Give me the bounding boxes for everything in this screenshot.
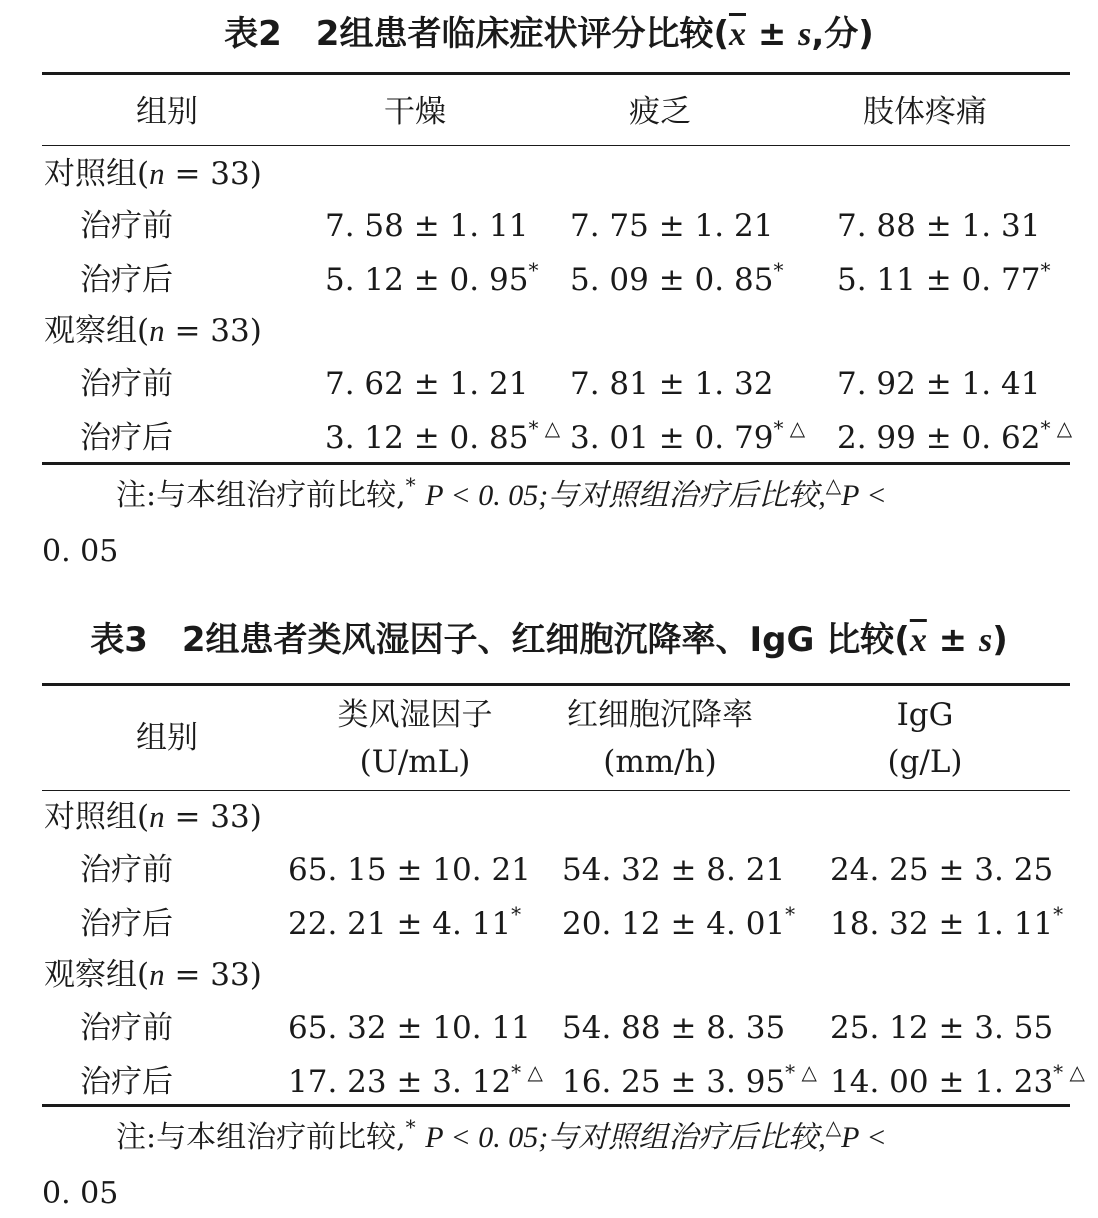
table3-bottom-rule xyxy=(42,1104,1070,1107)
table3-cell: 17. 23 ± 3. 12* △ xyxy=(288,1060,543,1100)
table3-cell: 16. 25 ± 3. 95* △ xyxy=(562,1060,817,1100)
table2-cell: 7. 81 ± 1. 32 xyxy=(570,366,774,402)
table3-unit-igg: (g/L) xyxy=(887,744,963,780)
significance-mark: * △ xyxy=(1040,416,1073,440)
sd-symbol: s xyxy=(978,622,993,659)
table3-header-group: 组别 xyxy=(136,720,198,756)
table2-title: 表2 2组患者临床症状评分比较($\overline{x} \pm s$,分) xyxy=(224,14,874,54)
significance-mark: * xyxy=(785,902,796,926)
table3-row-label-after: 治疗后 xyxy=(80,906,173,942)
significance-mark: * xyxy=(773,258,784,282)
table2-bottom-rule xyxy=(42,462,1070,465)
table3-header-rf: 类风湿因子 xyxy=(337,697,493,733)
significance-mark: * xyxy=(528,258,539,282)
table2-header-limb-pain: 肢体疼痛 xyxy=(863,94,987,130)
mean-symbol: $\overline{x}$ xyxy=(728,16,746,53)
table2-top-rule xyxy=(42,72,1070,75)
table3-cell: 24. 25 ± 3. 25 xyxy=(830,852,1054,888)
table3-header-esr: 红细胞沉降率 xyxy=(567,697,753,733)
table3-top-rule xyxy=(42,683,1070,686)
table3-cell: 54. 32 ± 8. 21 xyxy=(562,852,786,888)
table2-cell: 7. 75 ± 1. 21 xyxy=(570,208,774,244)
table3-footnote-cont: 0. 05 xyxy=(42,1176,119,1211)
table2-cell: 5. 09 ± 0. 85* xyxy=(570,258,784,298)
significance-mark: * △ xyxy=(773,416,806,440)
table2-cell: 5. 11 ± 0. 77* xyxy=(837,258,1051,298)
table3-header-igg: IgG xyxy=(896,697,954,733)
table3-unit-esr: (mm/h) xyxy=(603,744,717,780)
significance-mark: * xyxy=(511,902,522,926)
table2-cell: 7. 88 ± 1. 31 xyxy=(837,208,1041,244)
table2-header-dryness: 干燥 xyxy=(384,94,446,130)
table2-cell: 5. 12 ± 0. 95* xyxy=(325,258,539,298)
significance-mark: * △ xyxy=(1053,1060,1085,1084)
table3-group-control: 对照组(n = 33) xyxy=(44,799,262,835)
table3-row-label-after: 治疗后 xyxy=(80,1064,173,1100)
table3-cell: 65. 15 ± 10. 21 xyxy=(288,852,531,888)
table3-cell: 14. 00 ± 1. 23* △ xyxy=(830,1060,1085,1100)
sd-symbol: s xyxy=(798,16,812,53)
table2-row-label-after: 治疗后 xyxy=(80,420,173,456)
table2-group-observe: 观察组(n = 33) xyxy=(44,313,262,349)
significance-mark: * △ xyxy=(511,1060,543,1084)
mean-symbol: $\overline{x}$ xyxy=(909,622,927,659)
table3-title: 表3 2组患者类风湿因子、红细胞沉降率、IgG 比较$(\overline{x} \pm s)$ xyxy=(90,620,1008,660)
table3-cell: 65. 32 ± 10. 11 xyxy=(288,1010,531,1046)
table2-cell: 7. 62 ± 1. 21 xyxy=(325,366,529,402)
table2-footnote-cont: 0. 05 xyxy=(42,534,119,569)
table2-cell: 7. 92 ± 1. 41 xyxy=(837,366,1041,402)
table3-row-label-before: 治疗前 xyxy=(80,852,173,888)
table3-group-observe: 观察组(n = 33) xyxy=(44,957,262,993)
significance-mark: * xyxy=(1053,902,1064,926)
table2-row-label-before: 治疗前 xyxy=(80,208,173,244)
table3-cell: 54. 88 ± 8. 35 xyxy=(562,1010,786,1046)
table2-cell: 7. 58 ± 1. 11 xyxy=(325,208,529,244)
table3-cell: 20. 12 ± 4. 01* xyxy=(562,902,796,942)
table3-header-rule xyxy=(42,790,1070,791)
table2-footnote: 注:与本组治疗前比较,* P < 0. 05;与对照组治疗后比较,△P < xyxy=(116,473,887,513)
table2-header-fatigue: 疲乏 xyxy=(629,94,691,130)
significance-mark: * △ xyxy=(785,1060,817,1084)
table2-cell: 2. 99 ± 0. 62* △ xyxy=(837,416,1073,456)
table2-row-label-before: 治疗前 xyxy=(80,366,173,402)
table2-row-label-after: 治疗后 xyxy=(80,262,173,298)
table2-header-group: 组别 xyxy=(136,94,198,130)
table2-cell: 3. 12 ± 0. 85* △ xyxy=(325,416,561,456)
table3-cell: 22. 21 ± 4. 11* xyxy=(288,902,522,942)
table3-row-label-before: 治疗前 xyxy=(80,1010,173,1046)
table2-group-control: 对照组(n = 33) xyxy=(44,156,262,192)
significance-mark: * xyxy=(1040,258,1051,282)
table2-cell: 3. 01 ± 0. 79* △ xyxy=(570,416,806,456)
table3-cell: 18. 32 ± 1. 11* xyxy=(830,902,1064,942)
table2-header-rule xyxy=(42,145,1070,146)
table3-cell: 25. 12 ± 3. 55 xyxy=(830,1010,1054,1046)
table3-footnote: 注:与本组治疗前比较,* P < 0. 05;与对照组治疗后比较,△P < xyxy=(116,1115,887,1155)
table3-unit-rf: (U/mL) xyxy=(359,744,471,780)
significance-mark: * △ xyxy=(528,416,561,440)
